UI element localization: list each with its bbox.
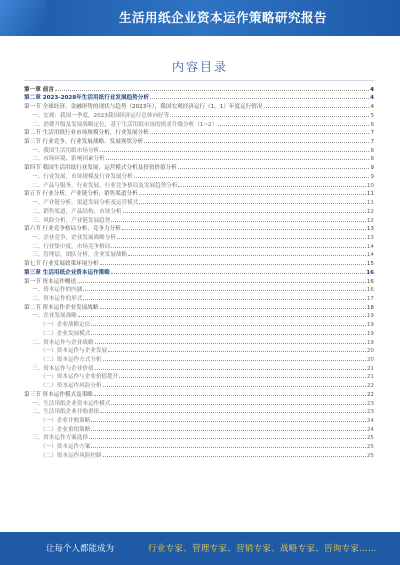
toc-entry[interactable] xyxy=(24,293,374,302)
toc-entry-page: 19 xyxy=(366,339,374,346)
toc-dot-leader xyxy=(111,273,365,274)
toc-dot-leader xyxy=(111,404,366,405)
footer-banner xyxy=(0,532,400,565)
toc-entry[interactable] xyxy=(24,398,374,407)
toc-entry[interactable] xyxy=(24,171,374,180)
toc-entry[interactable] xyxy=(24,380,374,389)
toc-entry[interactable] xyxy=(24,328,374,337)
toc-entry-page: 21 xyxy=(366,374,374,381)
toc-dot-leader xyxy=(100,264,366,265)
toc-entry-page: 7 xyxy=(370,139,374,146)
toc-dot-leader xyxy=(111,247,366,248)
toc-entry-page: 9 xyxy=(370,165,374,172)
toc-entry[interactable] xyxy=(24,241,374,250)
toc-entry-page: 16 xyxy=(366,278,374,285)
toc-entry-label: （一）企业并购策略 xyxy=(40,418,91,425)
toc-entry-label: 一、宏观：我国一季度，2023我国经济运行总体向好等 xyxy=(32,112,170,119)
toc-entry-label: 三、管理层，团队分析，企业发展战略 xyxy=(32,252,128,259)
toc-dot-leader xyxy=(78,316,366,317)
toc-entry-label: 二、资本运作与企业战略 xyxy=(32,339,94,346)
toc-entry-page: 19 xyxy=(366,322,374,329)
toc-entry-label: 一、产业链分析，渠道发展分析及运营模式 xyxy=(32,200,139,207)
toc-dot-leader xyxy=(108,351,366,352)
toc-entry-label: 二、资本运作的形式 xyxy=(32,295,83,302)
toc-entry-label: 第四节 我国生活用纸行业发展，运营模式分析及投资价值分析 xyxy=(24,165,177,172)
toc-entry-label: 第三节 行业竞争、行业发展战略、发展现状分析 xyxy=(24,139,144,146)
toc-entry-page: 7 xyxy=(370,130,374,137)
toc-dot-leader xyxy=(178,186,365,187)
toc-dot-leader xyxy=(83,290,366,291)
toc-dot-leader xyxy=(264,107,370,108)
toc-entry-label: 一、行业发展，市场规模及行业发展分析 xyxy=(32,173,133,180)
toc-dot-leader xyxy=(100,412,366,413)
toc-entry[interactable] xyxy=(24,337,374,346)
toc-dot-leader xyxy=(218,125,369,126)
toc-entry-page: 14 xyxy=(366,252,374,259)
toc-dot-leader xyxy=(144,142,369,143)
toc-dot-leader xyxy=(55,90,369,91)
toc-entry-page: 12 xyxy=(366,217,374,224)
toc-entry-label: 二、市场环境、影响因素分析 xyxy=(32,156,105,163)
toc-entry[interactable] xyxy=(24,276,374,285)
toc-entry-label: 第七节 行业发展政策环境分析 xyxy=(24,261,99,268)
toc-entry-label: （一）资本运作与企业价值提升 xyxy=(40,374,119,381)
toc-entry-page: 11 xyxy=(366,191,374,198)
toc-entry-label: 第三章 生活用纸企业资本运作策略 xyxy=(24,269,110,276)
toc-divider xyxy=(24,80,374,81)
toc-entry-page: 14 xyxy=(366,243,374,250)
toc-entry-label: 第六节 行业竞争格局分析，竞争力分析 xyxy=(24,226,121,233)
header-decoration xyxy=(0,0,46,36)
toc-entry-page: 16 xyxy=(366,287,374,294)
toc-entry[interactable] xyxy=(24,372,374,381)
toc-entry[interactable] xyxy=(24,136,374,145)
toc-entry-label: 第五节 行业分析，产业链分析，销售渠道分析 xyxy=(24,191,138,198)
toc-dot-leader xyxy=(106,159,370,160)
toc-dot-leader xyxy=(134,177,370,178)
toc-entry[interactable] xyxy=(24,302,374,311)
toc-entry-label: 第二节 生活用纸行业市场规模分析，行业发展分析 xyxy=(24,130,149,137)
toc-entry[interactable] xyxy=(24,415,374,424)
toc-entry-label: （一）企业战略定位 xyxy=(40,322,91,329)
toc-dot-leader xyxy=(170,116,369,117)
toc-entry-page: 23 xyxy=(366,400,374,407)
toc-entry-label: 一、企业竞争，企业发展战略分析 xyxy=(32,234,116,241)
toc-entry-page: 22 xyxy=(366,391,374,398)
toc-dot-leader xyxy=(119,377,366,378)
toc-dot-leader xyxy=(95,343,366,344)
toc-dot-leader xyxy=(103,456,366,457)
toc-entry-page: 13 xyxy=(366,226,374,233)
report-title: 生活用纸企业资本运作策略研究报告 xyxy=(118,10,327,25)
toc-entry[interactable] xyxy=(24,189,374,198)
toc-entry-page: 4 xyxy=(370,95,374,102)
toc-entry[interactable] xyxy=(24,407,374,416)
toc-entry[interactable] xyxy=(24,285,374,294)
toc-entry-label: （二）资本运作方式分析 xyxy=(40,357,102,363)
toc-entry-page: 6 xyxy=(370,121,374,128)
toc-entry-page: 13 xyxy=(366,234,374,241)
toc-entry-page: 21 xyxy=(366,365,374,372)
toc-entry[interactable] xyxy=(24,145,374,154)
toc-entry[interactable] xyxy=(24,319,374,328)
toc-entry-page: 8 xyxy=(370,147,374,154)
toc-entry[interactable] xyxy=(24,197,374,206)
toc-entry[interactable] xyxy=(24,224,374,233)
toc-dot-leader xyxy=(150,133,370,134)
toc-entry[interactable] xyxy=(24,93,374,102)
toc-entry-page: 16 xyxy=(366,269,374,276)
toc-entry[interactable] xyxy=(24,128,374,137)
toc-entry-page: 8 xyxy=(370,156,374,163)
toc-dot-leader xyxy=(77,282,366,283)
toc-entry-page: 11 xyxy=(366,200,374,207)
toc-entry-label: 一、我国生活用纸市场分析 xyxy=(32,147,100,154)
toc-entry[interactable] xyxy=(24,162,374,171)
report-header xyxy=(0,0,400,36)
toc-entry-page: 19 xyxy=(366,313,374,320)
toc-entry-label: 二、销售渠道，产品结构，市场分析 xyxy=(32,208,122,215)
toc-entry[interactable] xyxy=(24,354,374,363)
toc-entry[interactable] xyxy=(24,154,374,163)
toc-entry-page: 4 xyxy=(370,104,374,111)
toc-dot-leader xyxy=(91,430,366,431)
toc-entry-label: 一、资本运作的内涵 xyxy=(32,287,83,294)
toc-entry-label: （二）资本运作风险控制 xyxy=(40,452,102,459)
toc-entry[interactable] xyxy=(24,84,374,93)
toc-entry-page: 25 xyxy=(366,452,374,459)
toc-dot-leader xyxy=(139,203,366,204)
toc-entry-page: 18 xyxy=(366,304,374,311)
toc-entry-label: 三、资本运作方案选择 xyxy=(32,435,88,442)
toc-dot-leader xyxy=(100,151,369,152)
toc-entry-page: 25 xyxy=(366,435,374,442)
toc-entry-label: 一、企业发展战略 xyxy=(32,313,77,320)
toc-entry-page: 15 xyxy=(366,261,374,268)
toc-entry-page: 17 xyxy=(366,295,374,302)
toc-entry[interactable] xyxy=(24,311,374,320)
toc-entry-page: 20 xyxy=(366,348,374,355)
toc-dot-leader xyxy=(91,447,366,448)
toc-entry[interactable] xyxy=(24,258,374,267)
toc-entry-page: 24 xyxy=(366,418,374,425)
toc-entry[interactable] xyxy=(24,424,374,433)
toc-entry-label: 三、资本运作与企业价值 xyxy=(32,365,94,372)
toc-entry-label: （一）资本运作方案 xyxy=(40,444,91,451)
toc-entry-label: 第一节 资本运作概述 xyxy=(24,278,77,285)
toc-entry-page: 22 xyxy=(366,383,374,390)
toc-entry-page: 19 xyxy=(366,330,374,337)
toc-entry-label: 二、行业集中度，市场竞争格局 xyxy=(32,243,111,250)
toc-dot-leader xyxy=(83,299,366,300)
toc-dot-leader xyxy=(103,386,366,387)
toc-entry-label: 第二节 资本运作企业发展战略 xyxy=(24,304,99,311)
toc-dot-leader xyxy=(91,325,366,326)
toc-dot-leader xyxy=(91,334,366,335)
table-of-contents xyxy=(24,84,374,459)
toc-dot-leader xyxy=(117,238,366,239)
toc-entry-page: 4 xyxy=(370,86,374,93)
toc-entry[interactable] xyxy=(24,433,374,442)
toc-entry[interactable] xyxy=(24,346,374,355)
toc-entry-label: （一）资本运作与企业发展 xyxy=(40,348,108,355)
toc-entry-label: 二、消费升级及发展战略定位，基于生活用纸市场的需求升级分析（1~2） xyxy=(32,121,218,128)
toc-entry-label: 一、生活用纸企业资本运作模式 xyxy=(32,400,111,407)
toc-entry-label: （二）企业重组策略 xyxy=(40,426,91,433)
toc-heading: 内容目录 xyxy=(171,60,228,74)
toc-dot-leader xyxy=(111,221,366,222)
toc-entry[interactable] xyxy=(24,363,374,372)
toc-entry[interactable] xyxy=(24,389,374,398)
toc-entry-page: 9 xyxy=(370,173,374,180)
footer-tags: 行业专家、管理专家、营销专家、战略专家、咨询专家…… xyxy=(148,544,377,554)
toc-entry-label: 二、生活用纸企业并购重组 xyxy=(32,409,100,416)
toc-entry[interactable] xyxy=(24,110,374,119)
toc-dot-leader xyxy=(103,360,366,361)
toc-entry[interactable] xyxy=(24,450,374,459)
toc-entry[interactable] xyxy=(24,250,374,259)
toc-entry[interactable] xyxy=(24,215,374,224)
toc-entry-label: 第三节 资本运作模式及策略 xyxy=(24,391,93,398)
toc-entry[interactable] xyxy=(24,101,374,110)
toc-entry[interactable] xyxy=(24,180,374,189)
toc-dot-leader xyxy=(128,255,366,256)
toc-entry-page: 20 xyxy=(366,357,374,363)
toc-entry-page: 10 xyxy=(366,182,374,189)
toc-entry[interactable] xyxy=(24,267,374,276)
toc-entry-label: （二）资本运作风险分析 xyxy=(40,383,102,390)
toc-entry-label: 第一章 前言 xyxy=(24,86,54,93)
footer-slogan: 让每个人都能成为 xyxy=(46,544,115,554)
toc-dot-leader xyxy=(95,369,366,370)
toc-entry[interactable] xyxy=(24,232,374,241)
toc-entry-label: 第一节 全球经济、金融形势的现状与趋势（2023年），我国宏观经济运行（1、1）年度运行情况 xyxy=(24,104,263,111)
toc-entry[interactable] xyxy=(24,119,374,128)
toc-entry-page: 12 xyxy=(366,208,374,215)
toc-entry-page: 24 xyxy=(366,426,374,433)
toc-entry[interactable] xyxy=(24,206,374,215)
toc-entry-label: 三、风险分析，产业链发展趋势 xyxy=(32,217,111,224)
toc-dot-leader xyxy=(100,308,366,309)
toc-entry-label: 第二章 2023-2028年生活用纸行业发展趋势分析 xyxy=(24,95,149,102)
toc-entry-page: 5 xyxy=(370,112,374,119)
toc-dot-leader xyxy=(123,212,366,213)
toc-dot-leader xyxy=(139,194,366,195)
toc-dot-leader xyxy=(122,229,366,230)
toc-dot-leader xyxy=(178,168,370,169)
toc-entry-label: 二、产品与服务，行业发展、行业竞争格局及发展趋势分析 xyxy=(32,182,178,189)
toc-entry-page: 23 xyxy=(366,409,374,416)
toc-entry-label: （二）企业发展模式 xyxy=(40,330,91,337)
toc-dot-leader xyxy=(91,421,366,422)
toc-dot-leader xyxy=(94,395,366,396)
toc-dot-leader xyxy=(89,438,366,439)
toc-dot-leader xyxy=(150,98,369,99)
toc-entry[interactable] xyxy=(24,441,374,450)
toc-entry-page: 25 xyxy=(366,444,374,451)
